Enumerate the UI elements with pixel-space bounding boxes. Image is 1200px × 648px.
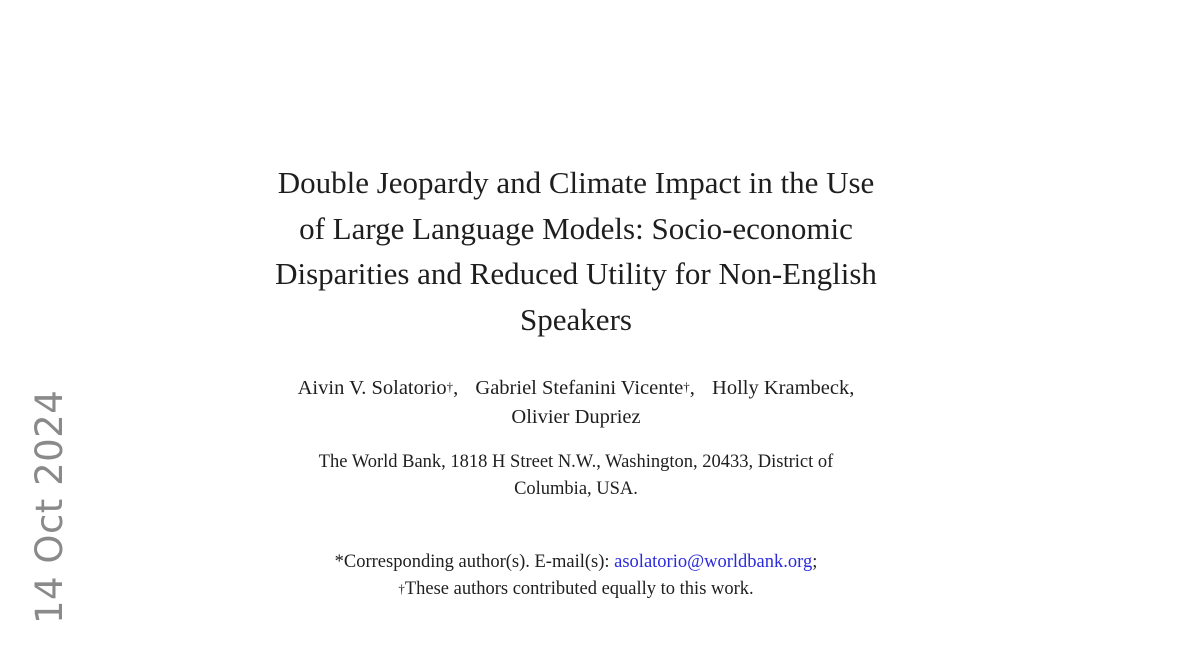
author-name: Aivin V. Solatorio xyxy=(297,377,447,399)
author-name: Olivier Dupriez xyxy=(511,406,641,428)
author-name: Gabriel Stefanini Vicente xyxy=(475,377,684,399)
affiliation xyxy=(216,449,936,503)
paper-title xyxy=(236,160,916,342)
title-line: Disparities and Reduced Utility for Non-English xyxy=(275,256,877,291)
equal-contribution-mark: † xyxy=(683,379,690,394)
affiliation-line: Columbia, USA. xyxy=(514,479,638,499)
equal-contribution-mark: † xyxy=(446,379,454,394)
affiliation-line: The World Bank, 1818 H Street N.W., Washington, 20433, District of xyxy=(318,452,834,472)
corresponding-author-line xyxy=(216,549,936,576)
dagger-mark: † xyxy=(398,581,405,596)
correspondence-block xyxy=(216,549,936,603)
corresponding-author-label: *Corresponding author(s). E-mail(s): xyxy=(334,552,615,572)
author-line xyxy=(216,374,936,403)
author-separator: , xyxy=(689,377,695,399)
author-separator: , xyxy=(453,377,459,399)
author-line xyxy=(216,403,936,432)
title-line: Double Jeopardy and Climate Impact in the Use xyxy=(277,165,875,200)
email-suffix: ; xyxy=(812,552,818,572)
equal-contribution-text: These authors contributed equally to this work. xyxy=(404,579,754,599)
title-line: Speakers xyxy=(520,301,632,337)
arxiv-date-stamp: 14 Oct 2024 xyxy=(28,389,71,624)
equal-contribution-note xyxy=(216,576,936,603)
title-line: of Large Language Models: Socio-economic xyxy=(299,210,853,246)
author-name: Holly Krambeck, xyxy=(712,377,855,399)
email-link[interactable]: asolatorio@worldbank.org xyxy=(614,552,813,572)
author-list xyxy=(216,374,936,432)
